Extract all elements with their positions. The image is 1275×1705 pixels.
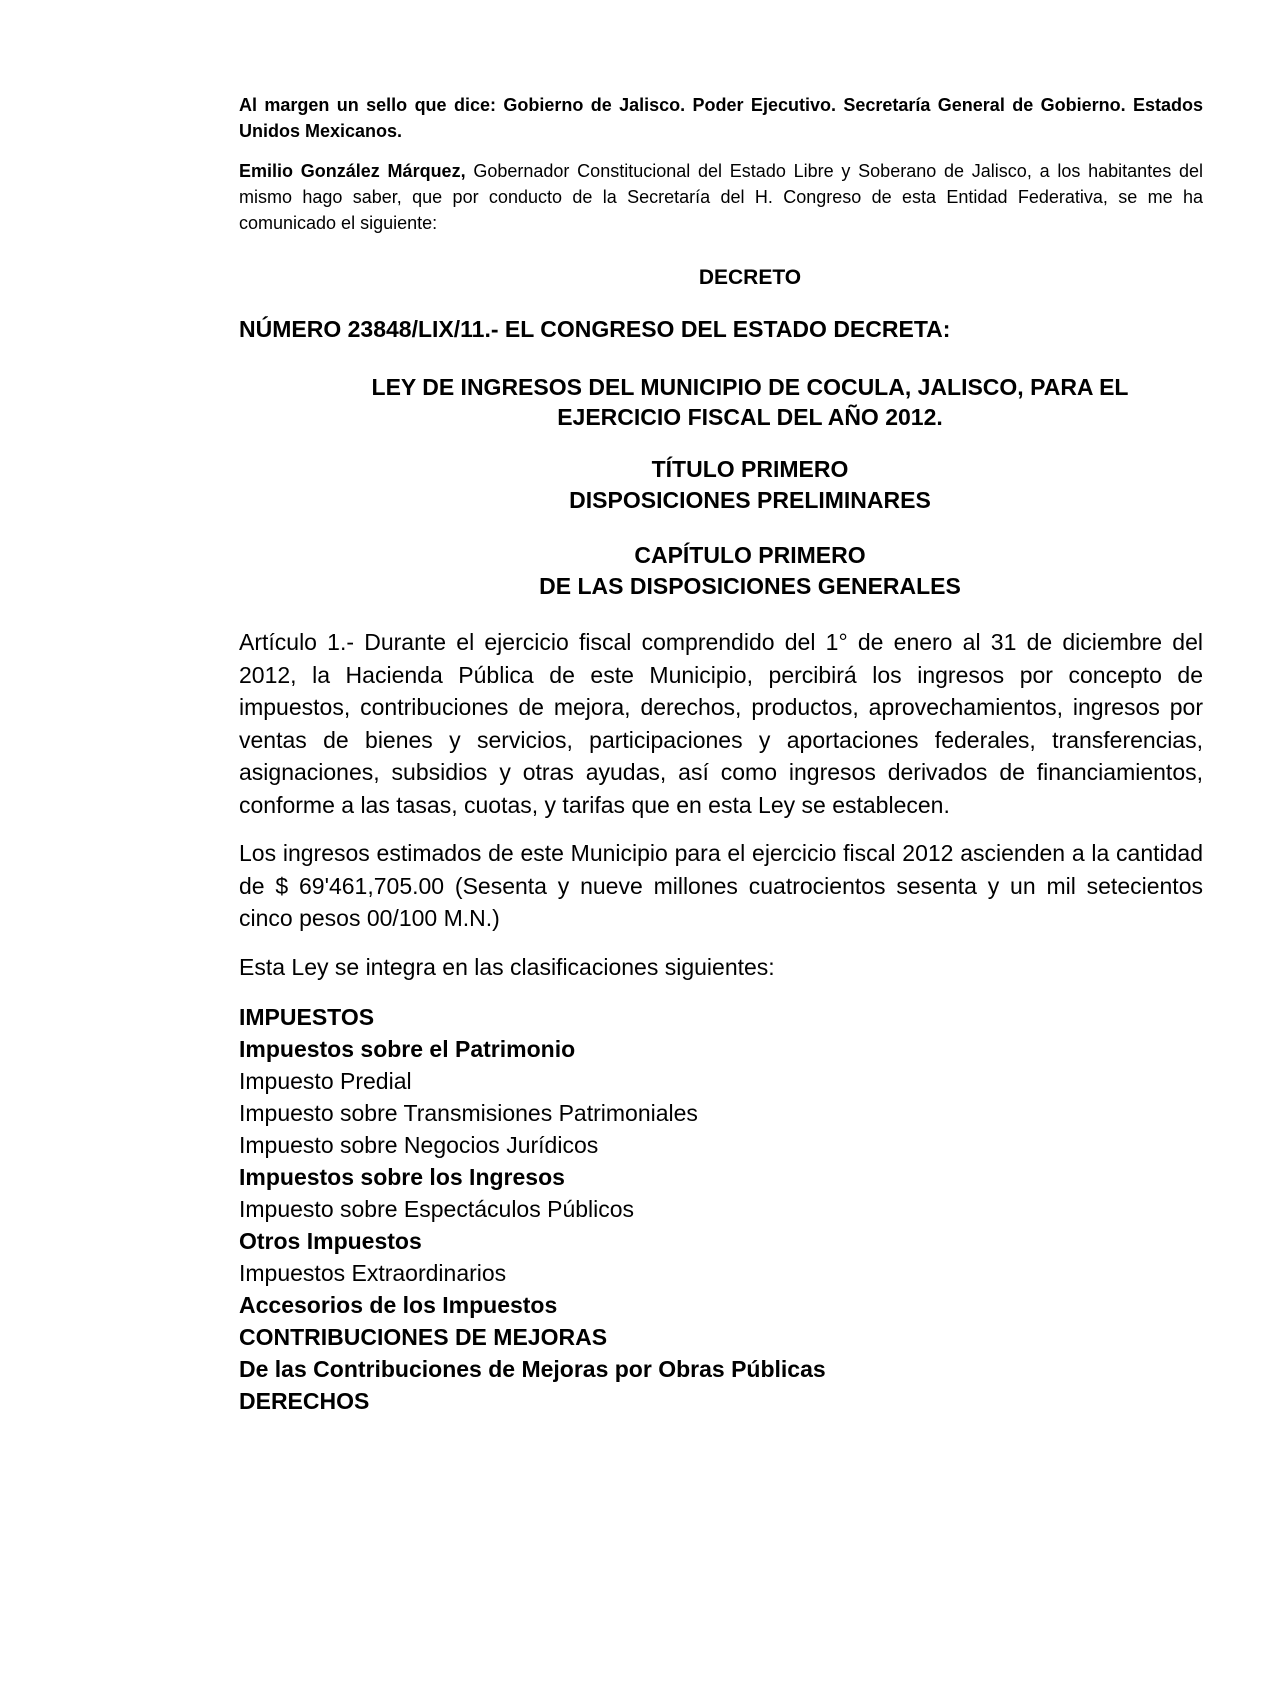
document-content [239, 92, 1203, 1433]
classification-item: Otros Impuestos [239, 1228, 422, 1254]
classification-item: Impuesto Predial [239, 1068, 412, 1094]
intro-text: Gobernador Constitucional del Estado Libre y Soberano de Jalisco, a los habitantes del mismo hago saber, que por conducto de la Secretaría del H. Congreso de esta Entidad Federativa, se me ha comunicado el siguiente: [239, 161, 1203, 233]
titulo-line-1: TÍTULO PRIMERO [651, 456, 849, 482]
decreto-heading: DECRETO [698, 266, 802, 289]
classification-item: Impuesto sobre Espectáculos Públicos [239, 1196, 635, 1222]
classification-item: Impuesto sobre Negocios Jurídicos [239, 1132, 599, 1158]
intro-paragraph [239, 158, 1203, 236]
classification-item: DERECHOS [239, 1388, 370, 1414]
law-title-line-2: EJERCICIO FISCAL DEL AÑO 2012. [557, 404, 943, 430]
classification-item: Impuestos sobre los Ingresos [239, 1164, 565, 1190]
titulo-line-2: DISPOSICIONES PRELIMINARES [569, 487, 931, 513]
law-title-line-1: LEY DE INGRESOS DEL MUNICIPIO DE COCULA, JALISCO, PARA EL [371, 374, 1129, 400]
classification-item: De las Contribuciones de Mejoras por Obras Públicas [239, 1356, 826, 1382]
capitulo-line-1: CAPÍTULO PRIMERO [634, 542, 866, 568]
decree-number: NÚMERO 23848/LIX/11.- EL CONGRESO DEL ESTADO DECRETA: [239, 316, 951, 342]
classifications-list [239, 1001, 1203, 1417]
capitulo-heading [239, 540, 1203, 602]
classification-item: Impuestos sobre el Patrimonio [239, 1036, 576, 1062]
law-title [239, 372, 1203, 432]
capitulo-line-2: DE LAS DISPOSICIONES GENERALES [539, 573, 961, 599]
titulo-heading [239, 454, 1203, 516]
classifications-intro: Esta Ley se integra en las clasificaciones siguientes: [239, 953, 775, 980]
classification-item: Impuestos Extraordinarios [239, 1260, 507, 1286]
seal-note: Al margen un sello que dice: Gobierno de Jalisco. Poder Ejecutivo. Secretaría General de Gobierno. Estados Unidos Mexicanos. [239, 95, 1203, 141]
classification-item: IMPUESTOS [239, 1004, 375, 1030]
article-1: Artículo 1.- Durante el ejercicio fiscal comprendido del 1° de enero al 31 de diciembre del 2012, la Hacienda Pública de este Municipio, percibirá los ingresos por concepto de impuestos, contribuciones de mejora, derechos, productos, aprovechamientos, ingresos por ventas de bienes y servicios, participaciones y aportaciones federales, transferencias, asignaciones, subsidios y otras ayudas, así como ingresos derivados de financiamientos, conforme a las tasas, cuotas, y tarifas que en esta Ley se establecen. [239, 629, 1203, 818]
classification-item: CONTRIBUCIONES DE MEJORAS [239, 1324, 608, 1350]
classification-item: Accesorios de los Impuestos [239, 1292, 558, 1318]
classification-item: Impuesto sobre Transmisiones Patrimoniales [239, 1100, 698, 1126]
estimated-income-paragraph: Los ingresos estimados de este Municipio para el ejercicio fiscal 2012 ascienden a la cantidad de $ 69'461,705.00 (Sesenta y nueve millones cuatrocientos sesenta y un mil setecientos cinco pesos 00/100 M.N.) [239, 840, 1203, 931]
governor-name: Emilio González Márquez, [239, 161, 466, 181]
